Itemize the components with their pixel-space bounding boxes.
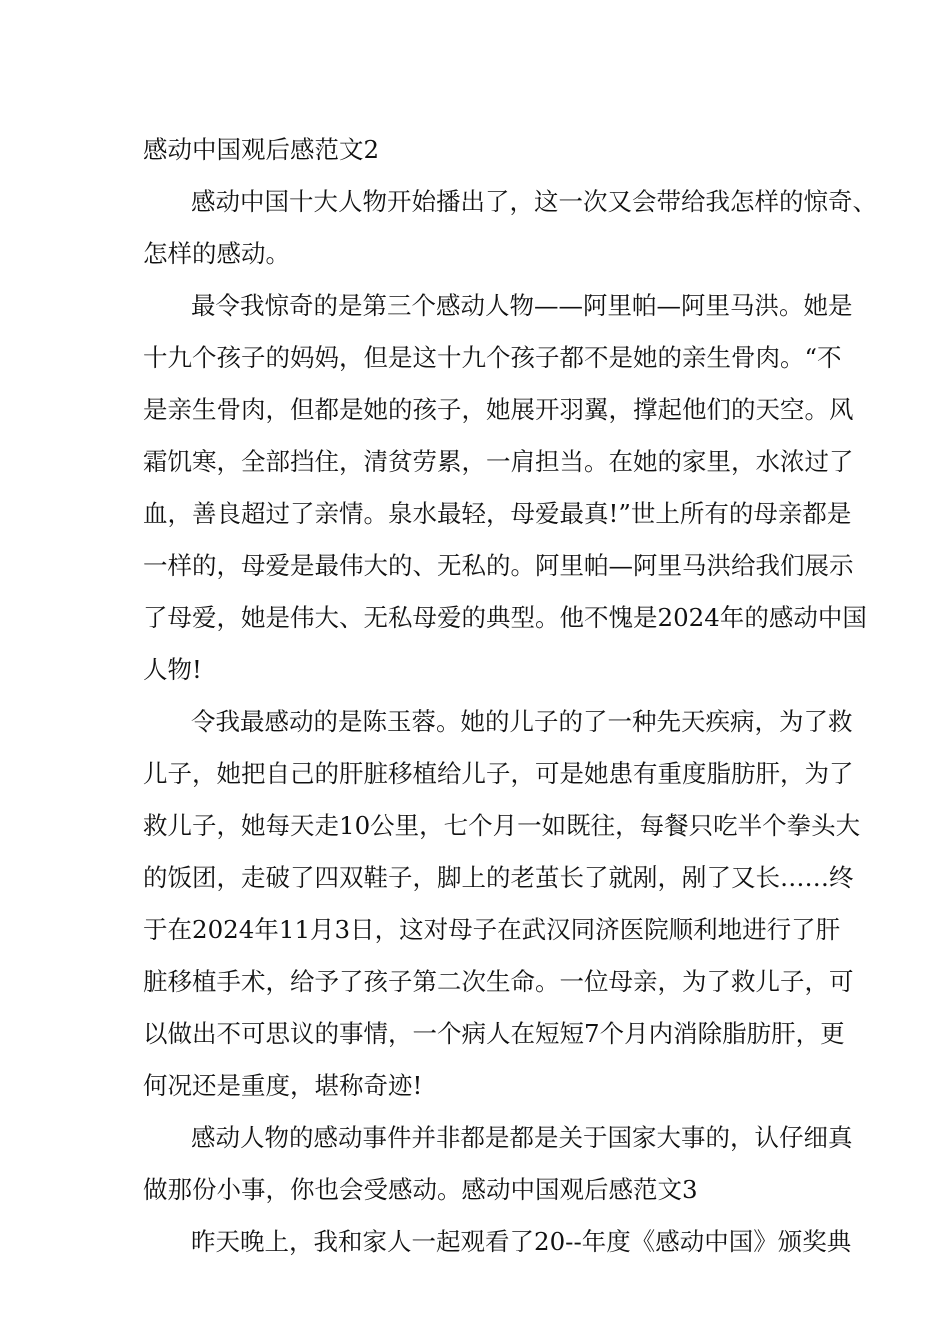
- text-line: 感动人物的感动事件并非都是都是关于国家大事的，认仔细真: [191, 1123, 853, 1152]
- text-line: 于在2024年11月3日，这对母子在武汉同济医院顺利地进行了肝: [143, 915, 841, 944]
- text-line: 何况还是重度，堪称奇迹!: [143, 1071, 423, 1100]
- text-line: 感动中国十大人物开始播出了，这一次又会带给我怎样的惊奇、: [191, 187, 877, 216]
- text-line: 了母爱，她是伟大、无私母爱的典型。他不愧是2024年的感动中国: [143, 603, 867, 632]
- document-title: 感动中国观后感范文2: [143, 135, 380, 164]
- text-line: 一样的，母爱是最伟大的、无私的。阿里帕—阿里马洪给我们展示: [143, 551, 854, 580]
- text-line: 人物!: [143, 655, 202, 684]
- text-line: 以做出不可思议的事情，一个病人在短短7个月内消除脂肪肝，更: [143, 1019, 845, 1048]
- text-line: 做那份小事，你也会受感动。感动中国观后感范文3: [143, 1175, 698, 1204]
- text-line: 怎样的感动。: [143, 239, 290, 268]
- text-line: 昨天晚上，我和家人一起观看了20--年度《感动中国》颁奖典: [191, 1227, 852, 1256]
- text-line: 令我最感动的是陈玉蓉。她的儿子的了一种先天疾病，为了救: [191, 707, 853, 736]
- text-line: 的饭团，走破了四双鞋子，脚上的老茧长了就剐，剐了又长……终: [143, 863, 854, 892]
- text-line: 最令我惊奇的是第三个感动人物——阿里帕—阿里马洪。她是: [191, 291, 853, 320]
- text-line: 十九个孩子的妈妈，但是这十九个孩子都不是她的亲生骨肉。“不: [143, 343, 842, 372]
- text-line: 脏移植手术，给予了孩子第二次生命。一位母亲，为了救儿子，可: [143, 967, 854, 996]
- text-line: 救儿子，她每天走10公里，七个月一如既往，每餐只吃半个拳头大: [143, 811, 861, 840]
- text-line: 霜饥寒，全部挡住，清贫劳累，一肩担当。在她的家里，水浓过了: [143, 447, 854, 476]
- text-line: 是亲生骨肉，但都是她的孩子，她展开羽翼，撑起他们的天空。风: [143, 395, 854, 424]
- text-line: 儿子，她把自己的肝脏移植给儿子，可是她患有重度脂肪肝，为了: [143, 759, 854, 788]
- text-line: 血，善良超过了亲情。泉水最轻，母爱最真!”世上所有的母亲都是: [143, 499, 852, 528]
